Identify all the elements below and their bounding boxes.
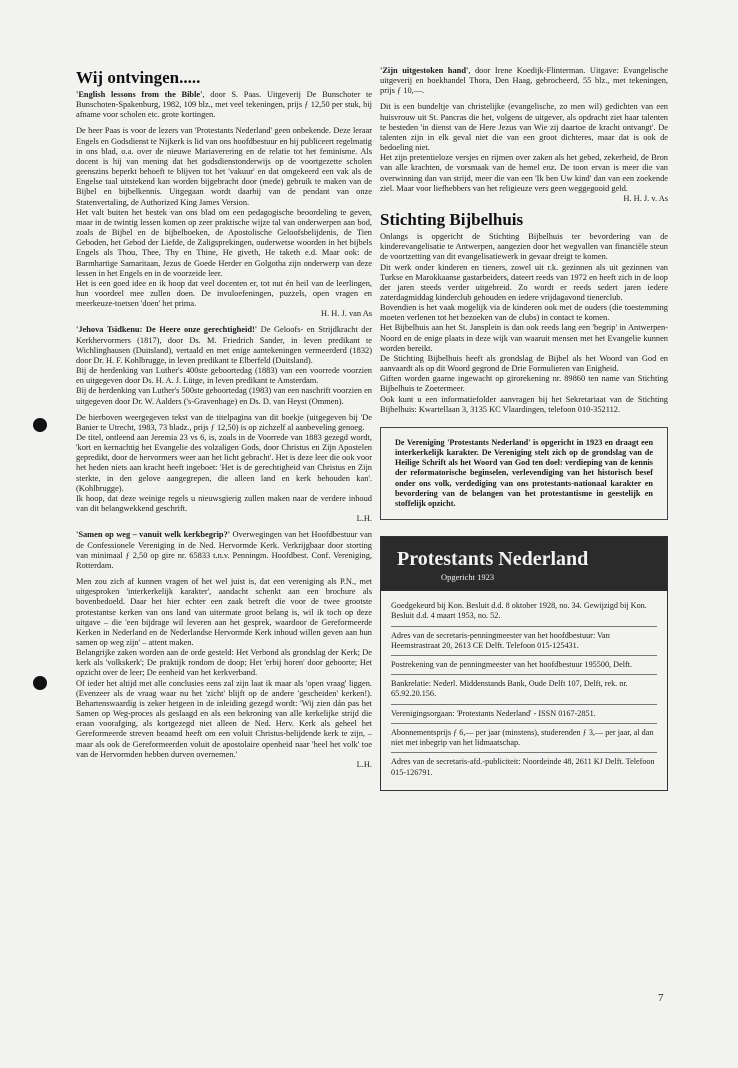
book4-signature: H. H. J. v. As: [623, 193, 668, 203]
book2-signature: L.H.: [356, 514, 372, 524]
stichting-paragraph: Giften worden gaarne ingewacht op girorekening nr. 89860 ten name van Stichting Bijbelhuis te Zoetermeer.: [380, 374, 668, 394]
vereniging-info-box: De Vereniging 'Protestants Nederland' is opgericht in 1923 en draagt een interkerkelijk karakter. De Vereniging stelt zich op de grondslag van de Heilige Schrift als het Woord van God ten doel: verdieping van de kennis der reformatorische beginselen, verlevendiging van het historisch besef onder ons volk, verdediging van ons protestants-nationaal karakter en bevordering van de belangen van het protestantisme in geestelijk en stoffelijk opzicht.: [380, 427, 668, 520]
panel-body: [381, 591, 667, 789]
book4-title: 'Zijn uitgestoken hand': [380, 66, 469, 75]
panel-item: Bankrelatie: Nederl. Middenstands Bank, Oude Delft 107, Delft, rek. nr. 65.92.20.156.: [391, 675, 657, 704]
book2-paragraph: Ik hoop, dat deze weinige regels u nieuwsgierig zullen maken naar de verdere inhoud van dit belangwekkend geschrift.: [76, 493, 372, 514]
book1-details: , door S. Paas. Uitgeverij De Bunschoter te Bunschoten-Spakenburg, 1982, 109 blz., met veel tekeningen, prijs ƒ 12,50 per stuk, bij afname voor scholen etc. grote kortingen.: [76, 90, 372, 120]
book2-intro: [76, 325, 372, 366]
section-heading-wij-ontvingen: Wij ontvingen.....: [76, 68, 201, 87]
book2-paragraph: Bij de herdenking van Luther's 500ste geboortedag (1983) van een naschrift voorzien en uitgegeven door Dr. W. Aalders ('s-Gravenhage) en Ds. D. van Heyst (Ommen).: [76, 386, 372, 406]
panel-item: Adres van de secretaris-afd.-publiciteit: Noordeinde 48, 2611 KJ Delft. Telefoon 015-126791.: [391, 757, 655, 777]
right-column: [380, 66, 668, 791]
book2-paragraph: De titel, ontleend aan Jeremia 23 vs 6, is, zoals in de Voorrede van 1883 gezegd wordt, 'kort en kernachtig het Evangelie des volzaligen Gods, door Christus en Zijn Apostelen gepredikt, door de hervormers weer aan het licht gebracht'. Het is deze leer die ook voor het heden niets aan kracht heeft ingeboet: 'Het is de gerechtigheid van Christus en Zijn sterkte, in den gelove aangegrepen, die alleen land en kerk behouden kan'. (Kohlbrugge).: [76, 433, 372, 493]
book2-paragraph: Bij de herdenking van Luther's 400ste geboortedag (1883) van een voorrede voorzien en uitgegeven door Ds. H. A. J. Lütge, in leven predikant te Amsterdam.: [76, 366, 372, 386]
book1-signature: H. H. J. van As: [321, 309, 372, 319]
book3-details: Overwegingen van het Hoofdbestuur van de Confessionele Vereniging in de Ned. Hervormde Kerk. Verkrijgbaar door storting van minimaal ƒ 2,50 op gire nr. 65833 t.n.v. Penningm. Hoofdbest. Conf. Vereniging, Rotterdam.: [76, 530, 372, 570]
book1-paragraph: De heer Paas is voor de lezers van 'Protestants Nederland' geen onbekende. Deze leraar Engels en Godsdienst te Nijkerk is lid van ons hoofdbestuur en hij publiceert regelmatig in ons blad, o.a. over de nieuwe Mariaverering en de relatie tot het feminisme. Als docent is hij van mening dat het godsdienstonderwijs op de voortgezette scholen geenszins beperkt behoeft te blijven tot het 'vakuur' en dat omgekeerd een vak als de Engelse taal uitstekend kan worden bijgebracht door (mede) gebruik te maken van de Bijbel en bijbelkennis. Uitgegaan wordt daarbij van de pendant van onze Statenvertaling, de Authorized King James Version.: [76, 126, 372, 207]
book2-title: 'Jehova Tsidkenu: De Heere onze gerechtigheid!': [76, 325, 258, 335]
stichting-paragraph: Bovendien is het vaak mogelijk via de kinderen ook met de ouders (die toestemming moeten verlenen tot het bezoeken van de clubs) in contact te komen.: [380, 303, 668, 323]
panel-subtitle: Opgericht 1923: [441, 572, 495, 583]
book3-paragraph: Men zou zich af kunnen vragen of het wel juist is, dat een vereniging als P.N., met uitgesproken 'interkerkelijk karakter', aandacht schenkt aan een brochure als bovenbedoeld. Daar het hier echter een zaak betreft die voor de twee grootste protestantse kerken van ons land van uitermate groot belang is, wil ik toch op deze uitgave – die 'een bijdrage wil leveren aan het gesprek, waardoor de Gereformeerde Kerken in Nederland en de Nederlandse Hervormde Kerk inhoud willen geven aan hun samen op weg zijn' – attent maken.: [76, 577, 372, 647]
book1-title: 'English lessons from the Bible': [76, 90, 203, 99]
book4-details: , door Irene Koedijk-Flinterman. Uitgave: Evangelische uitgeverij en boekhandel Thora, Den Haag, gebrocheerd, 55 blz., met tekeningen, prijs ƒ 10,—.: [380, 66, 669, 96]
stichting-paragraph: De Stichting Bijbelhuis heeft als grondslag de Bijbel als het Woord van God en aanvaardt als op dit Woord gegrond de Drie Formulieren van Enigheid.: [380, 353, 668, 374]
book2-details: De Geloofs- en Strijdkracht der Kerkhervormers (1817), door Ds. M. Friedrich Sander, in leven predikant te Wichlinghausen (Duitsland), vertaald en met enige aantekeningen vermeerderd (1832) door Dr. H. F. Kohlbrugge, in leven predikant te Elberfeld (Duitsland).: [76, 325, 372, 365]
panel-title: Protestants Nederland: [397, 548, 589, 571]
book3-signature: L.H.: [356, 759, 372, 769]
book1-intro: [76, 90, 372, 120]
panel-item: Abonnementsprijs ƒ 6,— per jaar (minstens), studerenden ƒ 3,— per jaar, al dan niet met inbegrip van het lidmaatschap.: [391, 724, 657, 753]
panel-header: [381, 537, 667, 591]
book3-intro: [76, 530, 372, 571]
stichting-paragraph: Het Bijbelhuis aan het St. Jansplein is dan ook reeds lang een 'begrip' in Antwerpen-Noord en de enige plaats in deze wijk van waaruit mensen met het Evangelie kunnen worden bereikt.: [380, 323, 668, 353]
book2-paragraph: De hierboven weergegeven tekst van de titelpagina van dit boekje (uitgegeven bij 'De Banier te Utrecht, 1983, 73 bladz., prijs ƒ 12,50) is op zichzelf al aanbeveling genoeg.: [76, 412, 372, 432]
punch-hole-top: [33, 418, 47, 432]
stichting-paragraph: Dit werk onder kinderen en tieners, zowel uit r.k. gezinnen als uit gezinnen van Turkse en Marokkaanse gastarbeiders, dateert reeds van 1972 en heeft zich in de loop der jaren steeds verder uitgebreid. Zo wordt er reeds sedert jaren iedere zaterdagmiddag kinderclub gehouden en iedere vrijdagavond tienerclub.: [380, 262, 668, 302]
book1-paragraph: Het is een goed idee en ik hoop dat veel docenten er, tot nut én heil van de leerlingen, hun voordeel mee zullen doen. De invuloefeningen, puzzels, open vragen en meerkeuze-toetsen 'doen' het prima.: [76, 278, 372, 309]
panel-item: Goedgekeurd bij Kon. Besluit d.d. 8 oktober 1928, no. 34. Gewijzigd bij Kon. Besluit d.d. 4 maart 1953, no. 52.: [391, 597, 657, 626]
section-heading-stichting-bijbelhuis: Stichting Bijbelhuis: [380, 210, 524, 230]
panel-item: Postrekening van de penningmeester van het hoofdbestuur 195500, Delft.: [391, 656, 657, 675]
panel-item: Verenigingsorgaan: 'Protestants Nederland' - ISSN 0167-2851.: [391, 705, 657, 724]
stichting-paragraph: Ook kunt u een informatiefolder aanvragen bij het Sekretariaat van de Stichting Bijbelhuis: Kwartellaan 3, 3135 KC Vlaardingen, telefoon 010-352112.: [380, 394, 668, 414]
stichting-paragraph: Onlangs is opgericht de Stichting Bijbelhuis ter bevordering van de kinderevangelisatie te Antwerpen, aangezien door het wegvallen van financiële steun de voortzetting van dit evangelisatiewerk in gevaar dreigt te komen.: [380, 232, 668, 262]
book4-intro: [380, 66, 668, 96]
book4-paragraph: Het zijn pretentieloze versjes en rijmen over zaken als het gebed, zekerheid, de Bron van alle krachten, de vorsmaak van de hemel enz. De toon ervan is meer die van overwinning dan van strijd, meer die van een 'Ik ben Uw kind' dan van een zoekende ziel. Maar voor liefhebbers van het religieuze vers geen weggegooid geld.: [380, 153, 668, 193]
panel-item: Adres van de secretaris-penningmeester van het hoofdbestuur: Van Heemstrastraat 20, 2613 CE Delft. Telefoon 015-125431.: [391, 627, 657, 656]
book1-paragraph: Het valt buiten het bestek van ons blad om een pedagogische beoordeling te geven, maar in de twintig lessen komen op zeer praktische wijze tal van onderwerpen aan bod, zoals de Bijbel en de bijbelboeken, de Apostolische Geloofsbelijdenis, de Tien Geboden, het Gebod der Liefde, de Zaligsprekingen, ouderwetse woorden in het bijbels Engels als Thou, Thee, Thy en Thine, He giveth, He taketh e.d. Maar ook: de Barmhartige Samaritaan, Jezus de Goede Herder en Golgotha zijn onderwerp van deze lessen in het Engels en in de voorzeide leer.: [76, 207, 372, 278]
left-column: [76, 66, 372, 776]
book4-paragraph: Dit is een bundeltje van christelijke (evangelische, zo men wil) gedichten van een huisvrouw uit St. Pancras die het, volgens de uitgever, als opdracht ziet haar talenten te besteden 'in dienst van de Here Jezus van Wie zij daartoe de kracht ontvangt'. De talenten zijn in elk geval niet die van een groot dichteres, maar dat is ook de bedoeling niet.: [380, 102, 668, 153]
book3-title: 'Samen op weg – vanuit welk kerkbegrip?': [76, 530, 231, 540]
page-number: 7: [658, 992, 664, 1004]
book3-paragraph: Of ieder het altijd met alle conclusies eens zal zijn laat ik maar als 'open vraag' liggen. (Evenzeer als de vraag waar nu het 'zicht' blijft op de andere 'gescheiden' kerken!). Behartenswaardig is zeker hetgeen in de inleiding gezegd wordt: 'Wij zien dán pas het Samen op Weg-proces als geslaagd en als een bekroning van alle kerkelijke strijd die eraan voorafging, als kortgezegd niet alleen de Ned. Herv. Kerk als geheel het Gereformeerde streven beaamd heeft om een voluit Christus-belijdende kerk te zijn, – maar als ook de Gereformeerden voluit de apostolaire openheid naar 'heel het volk' toe van de Hervormden hebben durven overnemen.': [76, 678, 372, 759]
book3-paragraph: Belangrijke zaken worden aan de orde gesteld: Het Verbond als grondslag der Kerk; De kerk als 'volkskerk'; De praktijk rondom de doop; Het 'erbij horen' door geboorte; Het opzicht over de leer; De eenheid van het kerkverband.: [76, 648, 372, 678]
protestants-nederland-panel: [380, 536, 668, 790]
punch-hole-bottom: [33, 676, 47, 690]
